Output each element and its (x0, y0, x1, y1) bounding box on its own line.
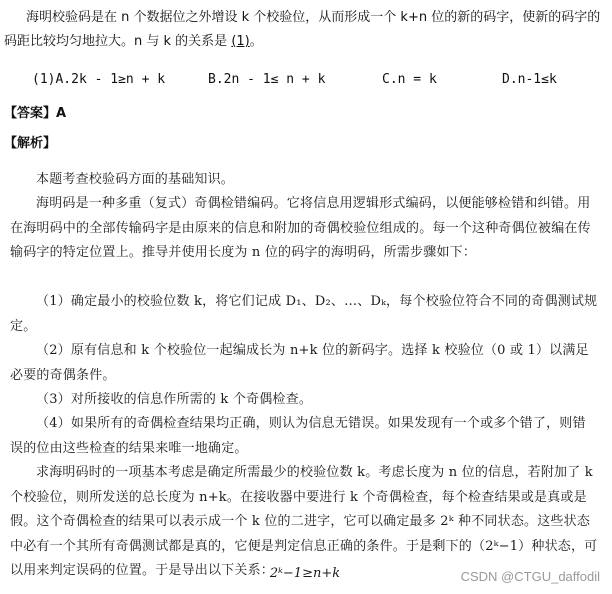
analysis-paragraph-3: （1）确定最小的校验位数 k，将它们记成 D₁、D₂、…、Dₖ，每个校验位符合不同的奇偶测试规定。 (10, 294, 598, 334)
analysis-paragraph-2: 海明码是一种多重（复式）奇偶检错编码。它将信息用逻辑形式编码，以便能够检错和纠错。用在海明码中的全部传输码字是由原来的信息和附加的奇偶校验位组成的。每一个这种奇偶位被编在传输码字的特定位置上。推导并使用长度为 n 位的码字的海明码，所需步骤如下： (10, 196, 591, 260)
question-text-before: 海明校验码是在 n 个数据位之外增设 k 个校验位，从而形成一个 k+n 位的新的码字，使新的码字的码距比较均匀地拉大。n 与 k 的关系是 (4, 10, 601, 49)
option-c: C.n = k (382, 72, 437, 87)
question-blank: (1) (231, 34, 250, 49)
answer-options (32, 68, 592, 92)
analysis-paragraph-4: （2）原有信息和 k 个校验位一起编成长为 n+k 位的新码字。选择 k 校验位（0 或 1）以满足必要的奇偶条件。 (10, 343, 589, 383)
analysis-paragraph-6: （4）如果所有的奇偶检查结果均正确，则认为信息无错误。如果发现有一个或多个错了，则错误的位由这些检查的结果来唯一地确定。 (10, 416, 586, 456)
answer-label: 【答案】A (4, 106, 67, 121)
question-text-after: 。 (249, 34, 263, 49)
option-d: D.n-1≤k (502, 72, 557, 87)
question-text (4, 6, 604, 54)
analysis-scan (2, 162, 608, 592)
analysis-paragraph-5: （3）对所接收的信息作所需的 k 个奇偶检查。 (36, 392, 313, 407)
watermark: CSDN @CTGU_daffodil (460, 569, 600, 584)
analysis-paragraph-1: 本题考查校验码方面的基础知识。 (36, 172, 235, 187)
analysis-formula: 2ᵏ−1≥n+k (269, 566, 341, 581)
analysis-label: 【解析】 (4, 136, 57, 151)
option-b: B.2n - 1≤ n + k (208, 72, 326, 87)
option-a: (1)A.2k - 1≥n + k (32, 72, 166, 87)
analysis-paragraph-7: 求海明码时的一项基本考虑是确定所需最少的校验位数 k。考虑长度为 n 位的信息，若附加了 k 个校验位，则所发送的总长度为 n+k。在接收器中要进行 k 个奇偶检查，每个检查结果或是真或是假。这个奇偶检查的结果可以表示成一个 k 位的二进字，它可以确定最多 2ᵏ 种不同状态。这些状态中必有一个其所有奇偶测试都是真的，它便是判定信息正确的条件。于是剩下的（2ᵏ−1）种状态，可以用来判定误码的位置。于是导出以下关系： (10, 465, 598, 578)
